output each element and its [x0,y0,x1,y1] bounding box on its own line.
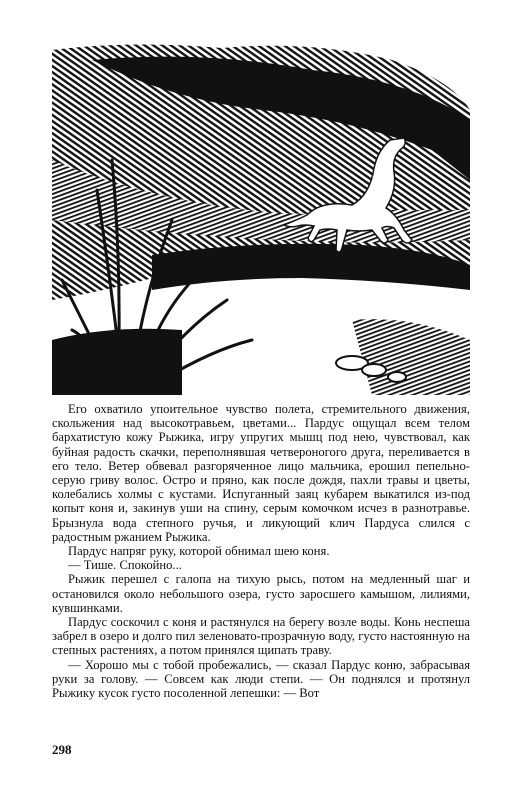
body-text [52,402,470,700]
paragraph: Пардус соскочил с коня и растянулся на берегу возле воды. Конь неспеша забрел в озеро и долго пил зеленовато-прозрачную воду, густо настоянную на степных растениях, а потом принялся щипать траву. [52,615,470,658]
paragraph: Его охватило упоительное чувство полета, стремительного движения, скольжения над высокотравьем, цветами... Пардус ощущал всем телом бархатистую кожу Рыжика, игру упругих мышц под нею, чувствовал, как буйная радость скачки, переполнявшая четвероногого друга, переливается в его тело. Ветер обвевал разгоряченное лицо мальчика, ерошил пепельно-серую гриву волос. Остро и пряно, как после дождя, пахли травы и цветы, колебались холмы с кустами. Испуганный заяц кубарем выкатился из-под копыт коня и, закинув уши на спину, серым комочком исчез в разнотравье. Брызнула вода степного ручья, и ликующий клич Пардуса слился с радостным ржанием Рыжика. [52,402,470,544]
paragraph: Рыжик перешел с галопа на тихую рысь, потом на медленный шаг и остановился около небольшого озера, густо заросшего камышом, лилиями, кувшинками. [52,572,470,615]
page-number: 298 [52,742,72,757]
paragraph: Пардус напряг руку, которой обнимал шею коня. [68,544,330,559]
paragraph: — Тише. Спокойно... [68,558,182,573]
horse-illustration [52,40,470,395]
paragraph: — Хорошо мы с тобой пробежались, — сказал Пардус коню, забрасывая руки за голову. — Совсем как люди степи. — Он поднялся и протянул Рыжику кусок густо посоленной лепешки: — Вот [52,657,470,701]
